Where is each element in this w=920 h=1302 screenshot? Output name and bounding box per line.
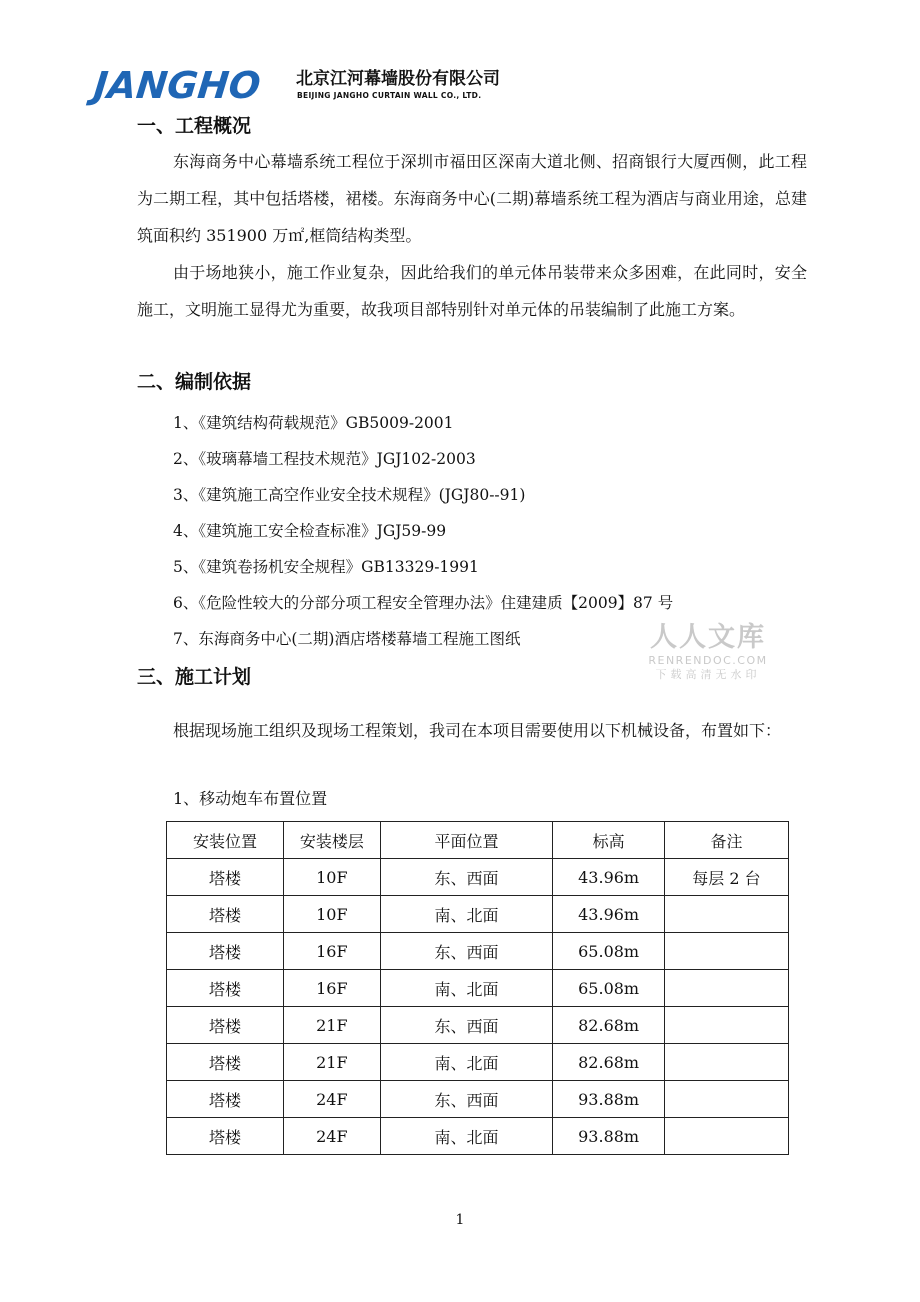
section-3-paragraph: 根据现场施工组织及现场工程策划，我司在本项目需要使用以下机械设备，布置如下： [173, 721, 782, 740]
table-header-row [167, 822, 789, 859]
section-2-title: 二、编制依据 [137, 371, 252, 393]
table-cell: 65.08m [553, 970, 665, 1007]
watermark-title: 人人文库 [650, 622, 766, 653]
table-cell: 塔楼 [167, 896, 284, 933]
table-row [167, 933, 789, 970]
table-cell: 65.08m [553, 933, 665, 970]
crane-placement-table [166, 821, 789, 1155]
reference-item: 3、《建筑施工高空作业安全技术规程》(JGJ80--91) [173, 486, 526, 504]
table-cell: 24F [284, 1118, 380, 1155]
table-cell: 16F [284, 970, 380, 1007]
watermark-tagline: 下载高清无水印 [655, 668, 761, 681]
table-row [167, 1081, 789, 1118]
reference-item: 6、《危险性较大的分部分项工程安全管理办法》住建建质【2009】87 号 [173, 594, 674, 612]
reference-item: 1、《建筑结构荷载规范》GB5009-2001 [173, 414, 454, 432]
table-cell: 21F [284, 1044, 380, 1081]
table-cell: 塔楼 [167, 933, 284, 970]
header-cell: 安装位置 [167, 822, 284, 859]
table-cell: 南、北面 [380, 896, 553, 933]
table-cell: 10F [284, 859, 380, 896]
table-cell [664, 970, 788, 1007]
table-cell: 43.96m [553, 896, 665, 933]
table-cell: 塔楼 [167, 1044, 284, 1081]
renrendoc-watermark [638, 622, 778, 683]
header-cell: 安装楼层 [284, 822, 380, 859]
table-cell: 82.68m [553, 1007, 665, 1044]
table-cell: 东、西面 [380, 1081, 553, 1118]
watermark-domain: RENRENDOC.COM [648, 654, 768, 667]
reference-item: 7、东海商务中心(二期)酒店塔楼幕墙工程施工图纸 [173, 630, 521, 648]
table-cell: 塔楼 [167, 1007, 284, 1044]
table-cell: 东、西面 [380, 933, 553, 970]
section-1-title: 一、工程概况 [137, 115, 252, 137]
table-cell [664, 933, 788, 970]
table-cell [664, 1007, 788, 1044]
table-cell: 10F [284, 896, 380, 933]
table-cell: 21F [284, 1007, 380, 1044]
table-cell: 93.88m [553, 1081, 665, 1118]
company-name-cn: 北京江河幕墙股份有限公司 [296, 69, 500, 89]
table-row [167, 1007, 789, 1044]
table-row [167, 896, 789, 933]
section-1-paragraph-2: 由于场地狭小，施工作业复杂，因此给我们的单元体吊装带来众多困难，在此同时，安全施工，文明施工显得尤为重要，故我项目部特别针对单元体的吊装编制了此施工方案。 [137, 263, 807, 319]
subsection-title: 1、移动炮车布置位置 [173, 789, 328, 808]
table-cell: 塔楼 [167, 970, 284, 1007]
company-name-en: BEIJING JANGHO CURTAIN WALL CO., LTD. [297, 91, 482, 100]
table-cell: 塔楼 [167, 859, 284, 896]
header-cell: 备注 [664, 822, 788, 859]
table-cell: 每层 2 台 [664, 859, 788, 896]
table-cell: 塔楼 [167, 1081, 284, 1118]
table-row [167, 1044, 789, 1081]
table-row [167, 970, 789, 1007]
table-cell: 南、北面 [380, 1044, 553, 1081]
jangho-logo: JANGHO [91, 64, 263, 107]
section-1-paragraph-1: 东海商务中心幕墙系统工程位于深圳市福田区深南大道北侧、招商银行大厦西侧，此工程为二期工程，其中包括塔楼，裙楼。东海商务中心(二期)幕墙系统工程为酒店与商业用途，总建筑面积约 351900 万㎡,框筒结构类型。 [137, 152, 807, 245]
table-cell: 24F [284, 1081, 380, 1118]
reference-item: 2、《玻璃幕墙工程技术规范》JGJ102-2003 [173, 450, 476, 468]
table-cell [664, 1118, 788, 1155]
reference-item: 4、《建筑施工安全检查标准》JGJ59-99 [173, 522, 447, 540]
table-row [167, 859, 789, 896]
table-cell [664, 896, 788, 933]
header-cell: 平面位置 [380, 822, 553, 859]
table-cell: 南、北面 [380, 970, 553, 1007]
table-cell: 东、西面 [380, 1007, 553, 1044]
page-number: 1 [455, 1212, 465, 1228]
header-cell: 标高 [553, 822, 665, 859]
section-3-title: 三、施工计划 [137, 666, 252, 688]
table-cell: 东、西面 [380, 859, 553, 896]
table-cell [664, 1044, 788, 1081]
table-cell: 93.88m [553, 1118, 665, 1155]
table-cell [664, 1081, 788, 1118]
reference-item: 5、《建筑卷扬机安全规程》GB13329-1991 [173, 558, 479, 576]
table-row [167, 1118, 789, 1155]
table-cell: 塔楼 [167, 1118, 284, 1155]
table-cell: 82.68m [553, 1044, 665, 1081]
table-cell: 16F [284, 933, 380, 970]
table-cell: 43.96m [553, 859, 665, 896]
table-cell: 南、北面 [380, 1118, 553, 1155]
